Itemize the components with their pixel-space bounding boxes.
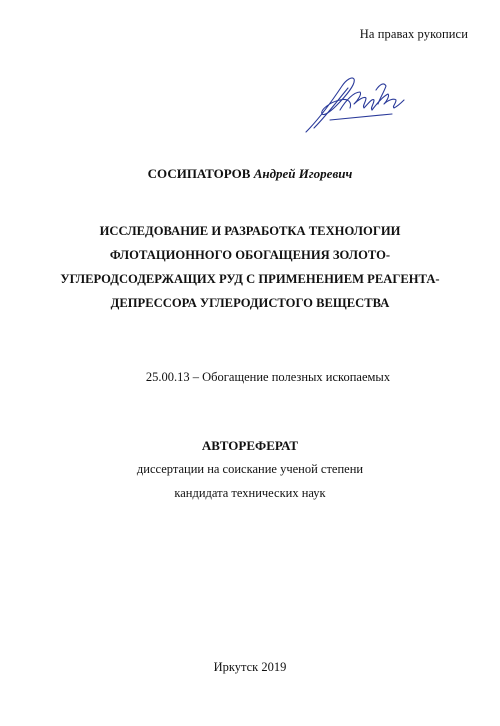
- author-given-names: Андрей Игоревич: [253, 166, 353, 181]
- place-and-year: Иркутск 2019: [213, 660, 287, 674]
- title-line: ФЛОТАЦИОННОГО ОБОГАЩЕНИЯ ЗОЛОТО-: [109, 248, 391, 262]
- abstract-subtitle-line: диссертации на соискание ученой степени: [136, 462, 364, 476]
- specialty-text: 25.00.13 – Обогащение полезных ископаемых: [145, 370, 391, 384]
- specialty-code: [0, 370, 500, 385]
- title-line: ИССЛЕДОВАНИЕ И РАЗРАБОТКА ТЕХНОЛОГИИ: [99, 224, 401, 238]
- author-name: [0, 166, 500, 182]
- dissertation-title: [40, 219, 460, 315]
- abstract-heading: АВТОРЕФЕРАТ: [201, 438, 299, 453]
- title-line: ДЕПРЕССОРА УГЛЕРОДИСТОГО ВЕЩЕСТВА: [110, 296, 390, 310]
- author-surname: СОСИПАТОРОВ: [147, 166, 251, 181]
- degree-line: кандидата технических наук: [174, 486, 326, 500]
- author-signature: [300, 70, 410, 140]
- title-line: УГЛЕРОДСОДЕРЖАЩИХ РУД С ПРИМЕНЕНИЕМ РЕАГЕНТА-: [60, 272, 440, 286]
- manuscript-rights-note: На правах рукописи: [359, 27, 468, 41]
